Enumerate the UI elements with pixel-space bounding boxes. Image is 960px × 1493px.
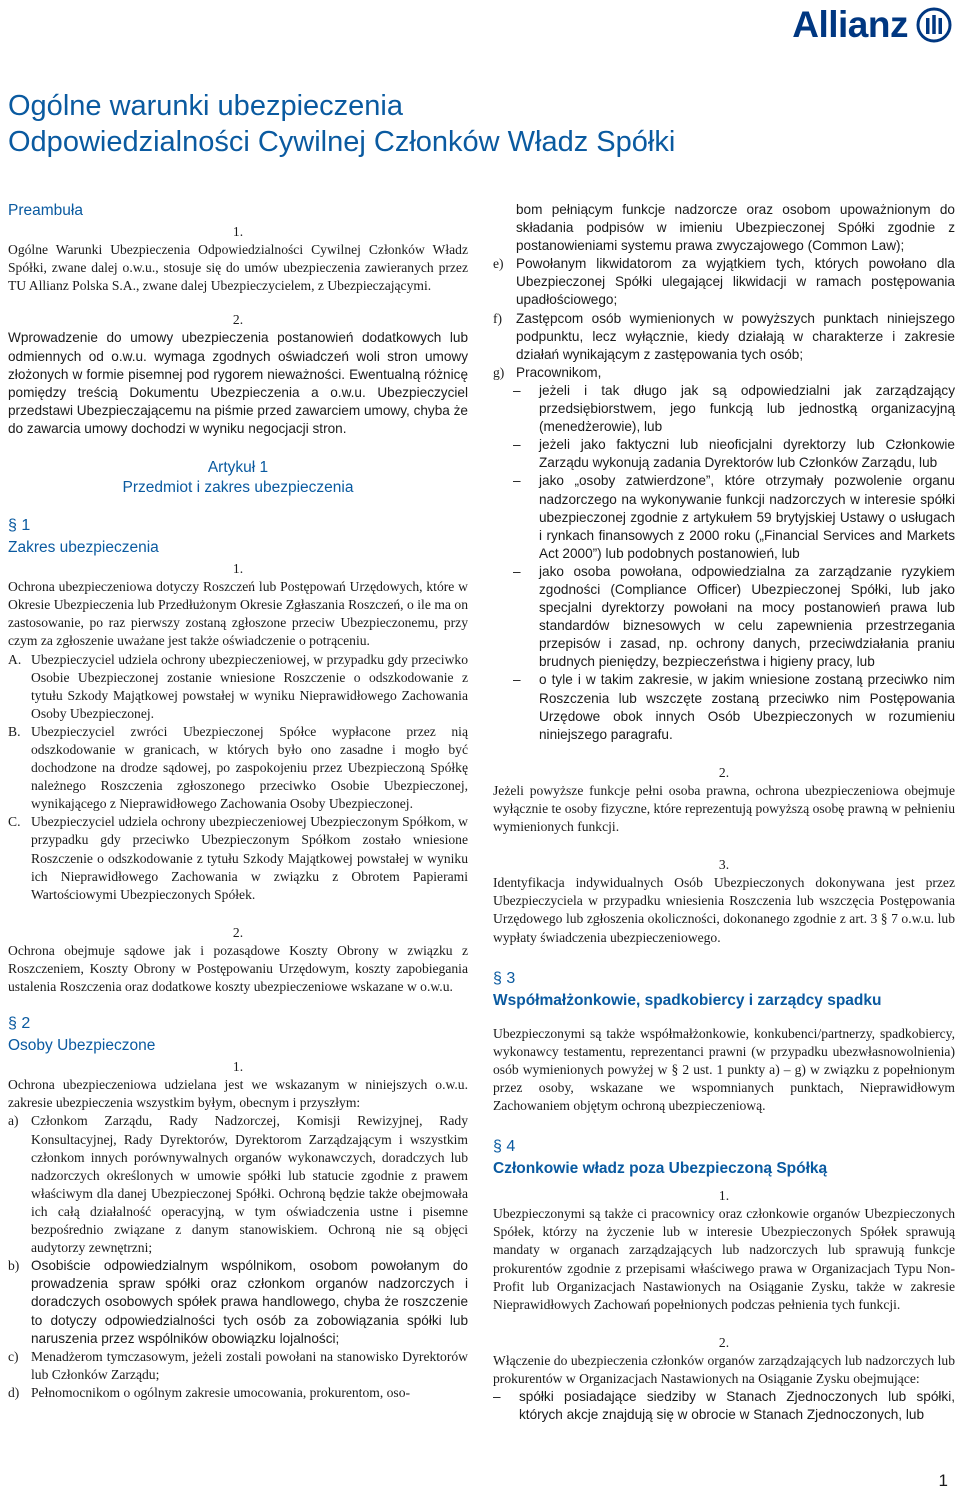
list-label: C. <box>8 814 21 830</box>
paragraph-number: 2. <box>232 924 244 940</box>
document-title-line-1: Ogólne warunki ubezpieczenia <box>8 90 403 122</box>
list-label: a) <box>8 1113 19 1129</box>
paragraph-number: 2. <box>232 312 244 328</box>
list-label: A. <box>8 651 22 667</box>
dash-text: jeżeli jako faktyczni lub nieoficjalni dyrektorzy lub Członkowie Zarządu wykonują zadania Dyrektorów lub Członków Zarządu, lub <box>539 437 955 471</box>
right-column <box>493 201 955 1424</box>
section-number: § 3 <box>493 969 516 987</box>
list-text: Menadżerom tymczasowym, jeżeli zostali powołani na stanowisko Dyrektorów lub Członków Zarządu; <box>31 1348 468 1382</box>
list-item <box>493 255 955 309</box>
document-title <box>8 88 908 160</box>
allianz-logo <box>792 2 952 48</box>
list-label: g) <box>493 364 505 380</box>
dash-item: – jako osoba powołana, odpowiedzialna za zarządzanie ryzykiem zgodności (Compliance Officer) Ubezpieczonej Spółki, lub jako specjalni dyrektorzy powołani na mocy postanowień prawa lub standardów biznesowych w celu zapewnienia przestrzegania przepisów i zasad, np. ochrony danych, przeciwdziałania praniu brudnych pieniędzy, bezpieczeństwa i higieny pracy, lub <box>513 563 955 672</box>
paragraph-number: 1. <box>718 1188 730 1204</box>
list-item <box>8 1112 468 1257</box>
left-column <box>8 201 468 1402</box>
dash-text: jeżeli i tak długo jak są odpowiedzialni jak zarządzający przedsiębiorstwem, jego funkcją lub jednostką organizacyjną (menedżerowie), lub <box>539 382 955 435</box>
section-number: § 2 <box>8 1015 31 1033</box>
section-2-paragraph-2: Jeżeli powyższe funkcje pełni osoba prawna, ochrona ubezpieczeniowa obejmuje wyłącznie te osoby fizyczne, które reprezentują powyższą osobę prawną w pełnieniu wymienionych funkcji. <box>493 782 955 835</box>
list-label: c) <box>8 1348 19 1364</box>
paragraph-number: 1. <box>232 224 244 239</box>
list-label: d) <box>8 1384 20 1400</box>
preamble-paragraph-2: Wprowadzenie do umowy ubezpieczenia postanowień dodatkowych lub odmiennych od o.w.u. wymaga zgodnych oświadczeń woli stron umowy złożonych w formie pisemnej pod rygorem nieważności. Ewentualną różnicę pomiędzy treścią Dokumentu Ubezpieczenia a o.w.u. Ubezpieczyciel przedstawi Ubezpieczającemu na piśmie przed zawarciem umowy, chyba że do zawarcia umowy dochodzi w wyniku negocjacji stron. <box>8 330 468 436</box>
allianz-eagle-icon <box>916 7 952 43</box>
paragraph-number: 1. <box>232 561 244 577</box>
article-label: Artykuł 1 <box>207 459 269 477</box>
logo-text: Allianz <box>792 4 908 45</box>
paragraph-number: 1. <box>232 1059 244 1075</box>
section-2-paragraph-3: Identyfikacja indywidualnych Osób Ubezpieczonych dokonywana jest przez Ubezpieczyciela w przypadku wniesienia Roszczenia lub wszczęcia Postępowania Urzędowego lub zgłoszenia okoliczności, dokonanego zgodnie z art. 3 § 7 o.w.u. lub wypłaty świadczenia ubezpieczeniowego. <box>493 875 955 945</box>
dash-text: spółki posiadające siedziby w Stanach Zjednoczonych lub spółki, których akcje znajdują się w obrocie w Stanach Zjednoczonych, lub <box>519 1389 955 1423</box>
list-text: bom pełniącym funkcje nadzorcze oraz osobom upoważnionym do składania podpisów w imieniu Ubezpieczonej Spółki zgodnie z postanowieniami systemu prawa zwyczajowego (Common Law); <box>516 202 955 254</box>
list-label: f) <box>493 310 503 326</box>
list-text: Pełnomocnikom o ogólnym zakresie umocowania, prokurentom, oso- <box>31 1384 411 1400</box>
list-label: e) <box>493 256 504 272</box>
list-text: Osobiście odpowiedzialnym wspólnikom, osobom powołanym do prowadzenia spraw spółki oraz członkom organów nadzorczych i doradczych osobowych spółek prawa handlowego, chyba że roszczenie to dotyczy odpowiedzialności tych osób za zobowiązania spółki lub naruszenia przez wspólników obowiązku lojalności; <box>31 1258 468 1346</box>
section-title: Współmałżonkowie, spadkobiercy i zarządcy spadku <box>493 991 882 1009</box>
article-title: Przedmiot i zakres ubezpieczenia <box>122 479 354 497</box>
dash-item: – jeżeli jako faktyczni lub nieoficjalni dyrektorzy lub Członkowie Zarządu wykonują zadania Dyrektorów lub Członków Zarządu, lub <box>513 436 955 472</box>
paragraph-number: 3. <box>718 857 730 873</box>
list-item <box>8 813 468 903</box>
dash-list <box>493 382 955 744</box>
preamble-heading: Preambuła <box>8 202 83 219</box>
list-label: b) <box>8 1258 20 1274</box>
list-item <box>8 1384 468 1402</box>
list-text: Ubezpieczyciel udziela ochrony ubezpieczeniowej, w przypadku gdy przeciwko Osobie Ubezpieczonej zostanie wniesione Roszczenie o odszkodowanie z tytułu Szkody Majątkowej powstałej w wyniku Nieprawidłowego Zachowania Osoby Ubezpieczonej. <box>31 651 468 721</box>
dash-text: jako osoba powołana, odpowiedzialna za zarządzanie ryzykiem zgodności (Compliance Officer) Ubezpieczonej Spółki, lub jako specjalni dyrektorzy powołani na mocy postanowień prawa lub standardów biznesowych w celu zapewnienia przestrzegania przepisów i zasad, np. ochrony danych, przeciwdziałania praniu brudnych pieniędzy, bezpieczeństwa i higieny pracy, lub <box>539 563 955 670</box>
dash-item: – jeżeli i tak długo jak są odpowiedzialni jak zarządzający przedsiębiorstwem, jego funkcją lub jednostką organizacyjną (menedżerowie), lub <box>513 382 955 436</box>
dash-text: o tyle i w takim zakresie, w jakim wniesione zostaną przeciwko nim Roszczenia lub wszczęte zostaną przeciwko nim Postępowania Urzędowe obok innych Osób Ubezpieczonych w rozumieniu niniejszego paragrafu. <box>539 672 955 742</box>
list-text: Powołanym likwidatorom za wyjątkiem tych, których powołano dla Ubezpieczonej Spółki ulegającej likwidacji w ramach postępowania upadłościowego; <box>516 256 955 308</box>
list-item <box>493 310 955 364</box>
dash-item: – jako „osoby zatwierdzone”, które otrzymały pozwolenie organu nadzorczego na wykonywanie funkcji nadzorczych w interesie spółki ubezpieczonej zgodnie z artykułem 59 brytyjskiej Ustawy o usługach i rynkach finansowych z 2000 roku („Financial Services and Markets Act 2000”) lub podobnych postanowień, lub <box>513 472 955 562</box>
section-1-paragraph-1: Ochrona ubezpieczeniowa dotyczy Roszczeń lub Postępowań Urzędowych, które w Okresie Ubezpieczenia lub Przedłużonym Okresie Zgłaszania Roszczeń, o ile ma on zastosowanie, po raz pierwszy zostaną zgłoszone przeciw Ubezpieczonemu, przy czym za zgłoszenie uważane jest także oświadczenie o potrąceniu. <box>8 579 468 649</box>
dash-item: – o tyle i w takim zakresie, w jakim wniesione zostaną przeciwko nim Roszczenia lub wszczęte zostaną przeciwko nim Postępowania Urzędowe obok innych Osób Ubezpieczonych w rozumieniu niniejszego paragrafu. <box>513 671 955 743</box>
preamble-paragraph-1: Ogólne Warunki Ubezpieczenia Odpowiedzialności Cywilnej Członków Władz Spółki, zwane dalej o.w.u., stosuje się do umów ubezpieczenia zawieranych przez TU Allianz Polska S.A., zwane dalej Ubezpieczycielem, z Ubezpieczającymi. <box>8 242 468 294</box>
list-item <box>8 651 468 723</box>
section-title: Członkowie władz poza Ubezpieczoną Spółką <box>493 1160 828 1178</box>
paragraph-number: 2. <box>718 1334 730 1350</box>
list-text: Zastępcom osób wymienionych w powyższych punktach niniejszego podpunktu, lecz wyłącznie, kiedy działają w charakterze i zakresie działań wynikającym z zastępowania tych osób; <box>516 310 955 362</box>
section-2-paragraph-1: Ochrona ubezpieczeniowa udzielana jest we wskazanym w niniejszych o.w.u. zakresie ubezpieczenia wszystkim byłym, obecnym i przyszłym: <box>8 1077 468 1111</box>
section-number: § 4 <box>493 1138 516 1156</box>
section-3-paragraph: Ubezpieczonymi są także współmałżonkowie, konkubenci/partnerzy, spadkobiercy, wykonawcy testamentu, reprezentanci prawni (w przypadku ubezwłasnowolnienia) osób wymienionych powyżej w § 2 ust. 1 punkty a) – g) w związku z popełnionym przez osoby, wskazane we wspomnianych punktach, Nieprawidłowym Zachowaniem objętym ochroną ubezpieczeniową. <box>493 1025 955 1114</box>
section-4-paragraph-1: Ubezpieczonymi są także ci pracownicy oraz członkowie organów Ubezpieczonych Spółek, którzy na życzenie lub w interesie Ubezpieczonych Spółek sprawują mandaty w organach zarządzających lub nadzorczych lub sprawują funkcje prokurentów zgodnie z przepisami właściwego prawa w Organizacjach Typu Non-Profit lub Organizacjach Nastawionych na Osiąganie Zysku, także w zakresie Nieprawidłowych Zachowań popełnionych podczas pełnienia tych funkcji. <box>493 1206 955 1312</box>
dash-item: – spółki posiadające siedziby w Stanach Zjednoczonych lub spółki, których akcje znajdują się w obrocie w Stanach Zjednoczonych, lub <box>493 1388 955 1424</box>
list-text: Pracownikom, <box>516 364 602 380</box>
article-heading <box>8 458 468 498</box>
section-1-paragraph-2: Ochrona obejmuje sądowe jak i pozasądowe Koszty Obrony w związku z Roszczeniem, Koszty Obrony w Postępowaniu Urzędowym, koszty zapobiegania ustalenia Roszczenia oraz dodatkowe koszty ubezpieczeniowe wskazane w o.w.u. <box>8 942 468 995</box>
section-number: § 1 <box>8 517 31 535</box>
list-text: Ubezpieczyciel udziela ochrony ubezpieczeniowej Ubezpieczonym Spółkom, w przypadku gdy przeciwko Ubezpieczonym Spółkom zostało wniesione Roszczenie o odszkodowanie z tytułu Szkody Majątkowej powstałej w wyniku ich Nieprawidłowego Zachowania w związku z Obrotem Papierami Wartościowymi Ubezpieczonych Spółek. <box>31 814 468 902</box>
list-item <box>8 723 468 813</box>
list-text: Ubezpieczyciel zwróci Ubezpieczonej Spółce wypłacone przez nią odszkodowanie w granicach, w których było ono zasadne i mogło być dochodzone na drodze sądowej, po zaspokojeniu przez Ubezpieczoną Spółkę należnego Roszczenia zgłoszonego przeciwko Osobie Ubezpieczonej, wynikającego z Nieprawidłowego Zachowania Osoby Ubezpieczonej. <box>31 723 468 812</box>
list-label: B. <box>8 723 21 739</box>
dash-text: jako „osoby zatwierdzone”, które otrzymały pozwolenie organu nadzorczego na wykonywanie funkcji nadzorczych w interesie spółki ubezpieczonej zgodnie z artykułem 59 brytyjskiej Ustawy o usługach i rynkach finansowych z 2000 roku („Financial Services and Markets Act 2000”) lub podobnych postanowień, lub <box>539 473 955 561</box>
list-text: Członkom Zarządu, Rady Nadzorczej, Komisji Rewizyjnej, Rady Konsultacyjnej, Rady Dyrektorów, Dyrektorom Zarządzającym i wszystkim członkom innych porównywalnych organów wykonawczych, doradczych lub nadzorczych określonych w umowie spółki lub statucie zgodnie z prawem właściwym dla danej Ubezpieczonej Spółki. Ochroną będzie także obejmowała ich całą działalność operacyjną, w tym oświadczenia ustne i pisemne bezpośrednio związane z danym stanowiskiem. Ochroną nie są objęci audytorzy zewnętrzni; <box>31 1113 468 1256</box>
list-item <box>8 1257 468 1347</box>
list-item-continued <box>493 201 955 255</box>
document-title-line-2: Odpowiedzialności Cywilnej Członków Władz Spółki <box>8 126 676 158</box>
list-item <box>8 1348 468 1384</box>
section-4-paragraph-2: Włączenie do ubezpieczenia członków organów zarządzających lub nadzorczych lub prokurentów w Organizacjach Nastawionych na Osiąganie Zysku obejmujące: <box>493 1352 955 1386</box>
list-item <box>493 364 955 382</box>
paragraph-number: 2. <box>718 764 730 780</box>
page-number: 1 <box>938 1471 948 1490</box>
section-title: Osoby Ubezpieczone <box>8 1037 156 1055</box>
section-title: Zakres ubezpieczenia <box>8 539 159 557</box>
